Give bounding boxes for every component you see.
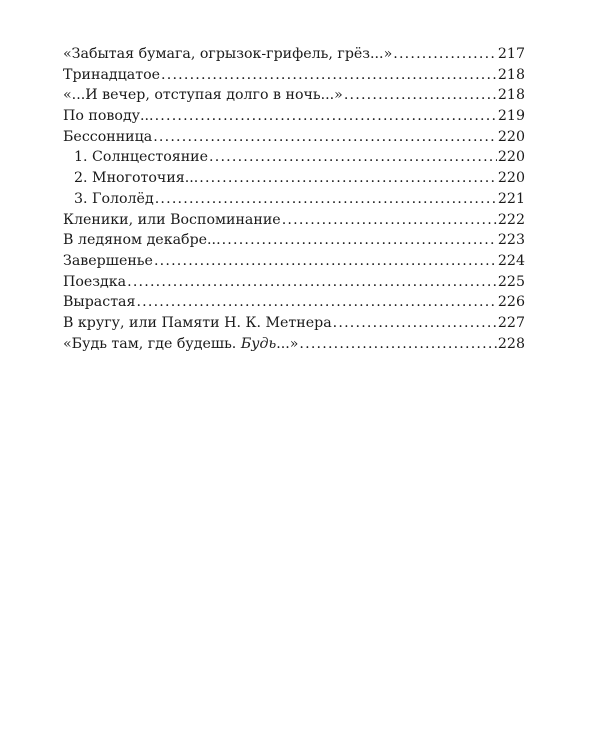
dot-leader [161, 65, 497, 86]
toc-entry-page: 220 [497, 149, 525, 166]
toc-entry-title: Поездка [63, 273, 127, 290]
toc-entry-page: 226 [497, 294, 525, 311]
dot-leader [136, 292, 496, 313]
dot-leader [282, 210, 497, 231]
title-suffix: ...» [276, 335, 299, 352]
toc-entry [63, 127, 525, 148]
dot-leader [209, 147, 497, 168]
toc-entry [63, 147, 525, 168]
toc-entry [63, 106, 525, 127]
dot-leader [153, 127, 497, 148]
toc-entry [63, 272, 525, 293]
dot-leader [299, 334, 496, 355]
toc-entry-page: 224 [497, 252, 525, 269]
toc-entry-title [63, 334, 298, 355]
toc-entry [63, 65, 525, 86]
toc-entry-title: По поводу... [63, 108, 154, 125]
table-of-contents [63, 44, 525, 354]
toc-entry-title: 2. Многоточия... [74, 170, 199, 187]
toc-entry-title: Бессонница [63, 128, 153, 145]
toc-entry-page: 225 [497, 273, 525, 290]
toc-entry [63, 230, 525, 251]
toc-entry-title: В кругу, или Памяти Н. К. Метнера [63, 314, 332, 331]
dot-leader [199, 168, 497, 189]
toc-entry-title: Завершенье [63, 252, 153, 269]
toc-entry [63, 44, 525, 65]
dot-leader [333, 313, 497, 334]
toc-entry-title: Тринадцатое [63, 66, 161, 83]
toc-entry-page: 220 [497, 128, 525, 145]
toc-entry-page: 222 [497, 211, 525, 228]
toc-entry-page: 223 [497, 232, 525, 249]
toc-entry-page: 217 [497, 46, 525, 62]
toc-entry [63, 168, 525, 189]
toc-entry-title: «...И вечер, отступая долго в ночь...» [63, 87, 343, 104]
dot-leader [155, 189, 497, 210]
toc-entry-title: Вырастая [63, 294, 136, 311]
toc-entry-page: 227 [497, 314, 525, 331]
dot-leader [154, 251, 497, 272]
toc-entry-page: 220 [497, 170, 525, 187]
dot-leader [222, 230, 497, 251]
toc-entry-title: «Забытая бумага, огрызок-грифель, грёз...» [63, 46, 393, 62]
toc-entry [63, 313, 525, 334]
toc-entry-title: Кленики, или Воспоминание [63, 211, 281, 228]
toc-entry [63, 85, 525, 106]
toc-entry [63, 210, 525, 231]
title-italic: Будь [240, 335, 277, 352]
toc-entry [63, 292, 525, 313]
title-prefix: «Будь там, где будешь. [63, 335, 241, 352]
toc-entry-title: 3. Гололёд [74, 190, 154, 207]
toc-entry-page: 219 [497, 108, 525, 125]
toc-entry-title: 1. Солнцестояние [74, 149, 209, 166]
toc-entry-page: 218 [497, 66, 525, 83]
dot-leader [344, 85, 497, 106]
dot-leader [127, 272, 497, 293]
toc-entry-page: 221 [497, 190, 525, 207]
toc-entry [63, 189, 525, 210]
toc-entry-last [63, 334, 525, 355]
toc-entry-page: 218 [497, 87, 525, 104]
dot-leader [155, 106, 497, 127]
toc-entry [63, 251, 525, 272]
toc-entry-title: В ледяном декабре... [63, 232, 221, 249]
toc-entry-page: 228 [497, 335, 525, 352]
dot-leader [393, 44, 497, 65]
